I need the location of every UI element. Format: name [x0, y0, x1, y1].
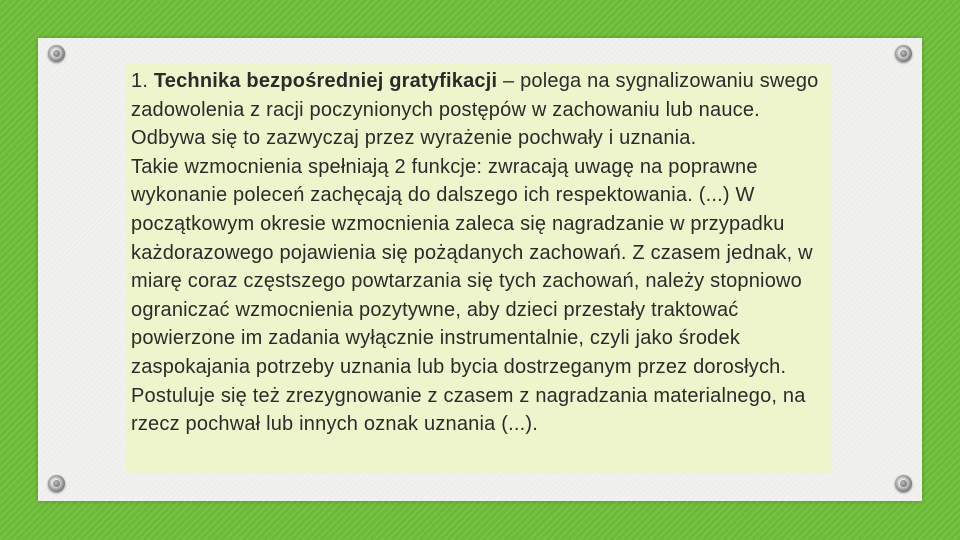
paragraph-1: [131, 67, 831, 153]
slide-text: [131, 67, 831, 439]
pin-top-right-icon: [895, 45, 912, 62]
pin-bottom-right-icon: [895, 475, 912, 492]
pin-top-left-icon: [48, 45, 65, 62]
pin-bottom-left-icon: [48, 475, 65, 492]
technique-term: Technika bezpośredniej gratyfikacji: [153, 70, 498, 92]
paragraph-2: Takie wzmocnienia spełniają 2 funkcje: zwracają uwagę na poprawne wykonanie poleceń zachęcają do dalszego ich respektowania. (...) W początkowym okresie wzmocnienia zaleca się nagradzanie w przypadku każdorazowego pojawienia się pożądanych zachowań. Z czasem jednak, w miarę coraz częstszego powtarzania się tych zachowań, należy stopniowo ograniczać wzmocnienia pozytywne, aby dzieci przestały traktować powierzone im zadania wyłącznie instrumentalnie, czyli jako środek zaspokajania potrzeby uznania lub bycia dostrzeganym przez dorosłych. Postuluje się też zrezygnowanie z czasem z nagradzania materialnego, na rzecz pochwał lub innych oznak uznania (...).: [131, 155, 813, 436]
item-number: 1.: [131, 70, 154, 92]
technique-description: – polega na sygnalizowaniu swego zadowolenia z racji poczynionych postępów w zachowaniu lub nauce. Odbywa się to zazwyczaj przez wyrażenie pochwały i uznania.: [131, 70, 819, 150]
